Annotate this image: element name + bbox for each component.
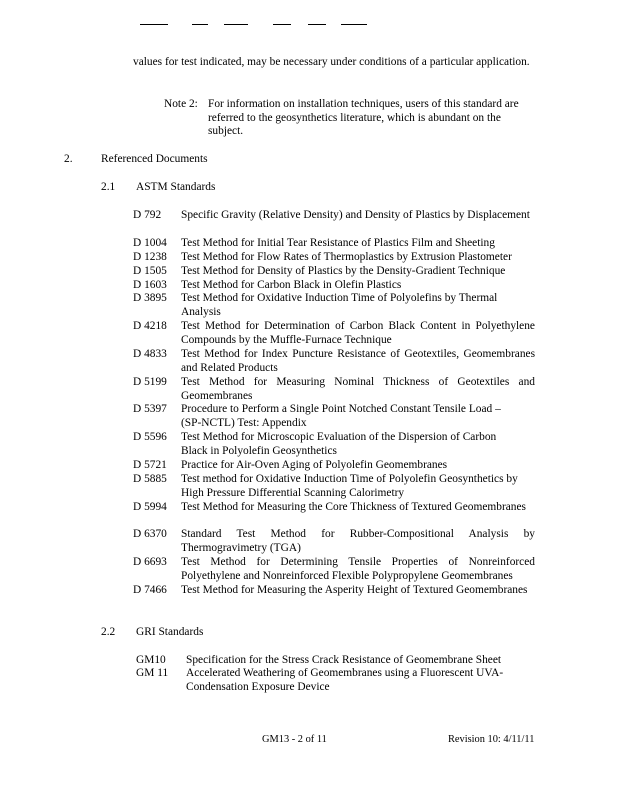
subsection-number-astm: 2.1	[101, 181, 116, 193]
standard-code: D 5199	[133, 376, 167, 388]
standard-code: GM 11	[136, 667, 169, 679]
standard-code: D 5994	[133, 501, 167, 513]
standard-code: D 6370	[133, 528, 167, 540]
standard-title: Test Method for Oxidative Induction Time of Polyolefins by Thermal Analysis	[181, 292, 498, 318]
standard-title: Test Method for Index Puncture Resistance of Geotextiles, Geomembranes and Related Products	[181, 348, 535, 374]
standard-code: D 5397	[133, 403, 167, 415]
standard-title: Specific Gravity (Relative Density) and Density of Plastics by Displacement	[181, 209, 530, 221]
list-item	[133, 209, 535, 236]
standard-title: Test Method for Determination of Carbon Black Content in Polyethylene Compounds by the Muffle-Furnace Technique	[181, 320, 535, 346]
standard-code: D 4218	[133, 320, 167, 332]
standard-title: Test Method for Microscopic Evaluation of the Dispersion of Carbon Black in Polyolefin Geosynthetics	[181, 431, 497, 457]
standard-code: D 5596	[133, 431, 167, 443]
standard-title: Standard Test Method for Rubber-Compositional Analysis by Thermogravimetry (TGA)	[181, 528, 535, 554]
top-table-fragment	[140, 22, 380, 28]
note-body: For information on installation techniques, users of this standard are referred to the geosynthetics literature, which is abundant on the subject.	[208, 98, 519, 138]
standard-title: Test Method for Density of Plastics by the Density-Gradient Technique	[181, 265, 506, 277]
note-text	[208, 98, 535, 139]
standard-code: D 7466	[133, 584, 167, 596]
standard-title: Accelerated Weathering of Geomembranes using a Fluorescent UVA-Condensation Exposure Device	[186, 667, 504, 693]
standard-code: D 6693	[133, 556, 167, 568]
subsection-title-gri: GRI Standards	[136, 626, 204, 638]
standard-title: Specification for the Stress Crack Resistance of Geomembrane Sheet	[186, 654, 502, 666]
standard-code: D 1004	[133, 237, 167, 249]
standard-code: D 1603	[133, 279, 167, 291]
section-title: Referenced Documents	[101, 153, 208, 165]
standard-code: D 5721	[133, 459, 167, 471]
standard-title: Test Method for Initial Tear Resistance of Plastics Film and Sheeting	[181, 237, 495, 249]
standard-code: D 3895	[133, 292, 167, 304]
standard-title: Practice for Air-Oven Aging of Polyolefin Geomembranes	[181, 459, 448, 471]
standard-title: Test Method for Determining Tensile Properties of Nonreinforced Polyethylene and Nonreinforced Flexible Polypropylene Geomembranes	[181, 556, 535, 582]
standard-code: D 792	[133, 209, 162, 221]
subsection-number-gri: 2.2	[101, 626, 116, 638]
standard-code: D 1238	[133, 251, 167, 263]
standard-title: Test Method for Measuring the Asperity Height of Textured Geomembranes	[181, 584, 528, 596]
standard-code: D 5885	[133, 473, 167, 485]
standard-title: Procedure to Perform a Single Point Notched Constant Tensile Load – (SP-NCTL) Test: Appendix	[181, 403, 501, 429]
subsection-title-astm: ASTM Standards	[136, 181, 216, 193]
page-number: GM13 - 2 of 11	[262, 734, 327, 745]
continuation-paragraph: values for test indicated, may be necessary under conditions of a particular application.	[133, 56, 530, 68]
standard-title: Test Method for Measuring the Core Thickness of Textured Geomembranes	[181, 501, 526, 513]
note-label: Note 2:	[164, 98, 198, 110]
standard-code: D 4833	[133, 348, 167, 360]
standard-title: Test Method for Flow Rates of Thermoplastics by Extrusion Plastometer	[181, 251, 512, 263]
standard-code: D 1505	[133, 265, 167, 277]
standard-code: GM10	[136, 654, 166, 666]
standard-title: Test method for Oxidative Induction Time of Polyolefin Geosynthetics by High Pressure Differential Scanning Calorimetry	[181, 473, 518, 499]
standard-title: Test Method for Measuring Nominal Thickness of Geotextiles and Geomembranes	[181, 376, 535, 402]
standard-title: Test Method for Carbon Black in Olefin Plastics	[181, 279, 402, 291]
section-number: 2.	[64, 153, 73, 165]
revision-date: Revision 10: 4/11/11	[448, 734, 535, 745]
